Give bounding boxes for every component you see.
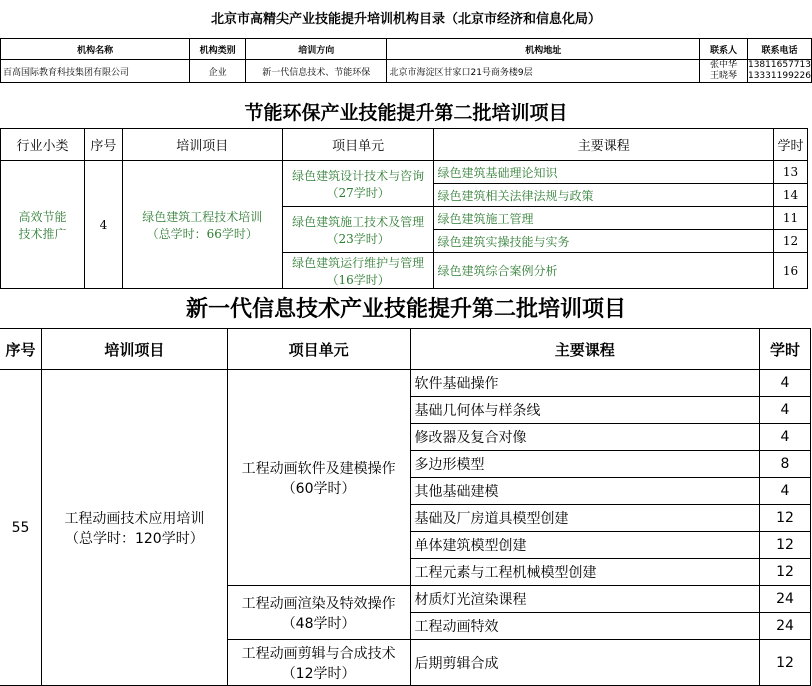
document-title: 北京市高精尖产业技能提升培训机构目录（北京市经济和信息化局） (210, 12, 601, 27)
unit-hours: （16学时） (326, 272, 390, 287)
unit-hours: （27学时） (326, 185, 390, 200)
unit-name: 工程动画剪辑与合成技术 (241, 645, 396, 662)
header-hours: 学时 (774, 129, 808, 161)
org-info-table (0, 38, 812, 83)
org-table-header (1, 39, 812, 60)
header-org-name: 机构名称 (1, 39, 190, 60)
unit-cell (227, 586, 410, 640)
table-row (1, 161, 808, 184)
course-name: 工程元素与工程机械模型创建 (410, 559, 760, 586)
course-name: 材质灯光渲染课程 (410, 586, 760, 613)
course-name: 基础及厂房道具模型创建 (410, 505, 760, 532)
course-hours: 14 (774, 184, 808, 207)
course-name: 其他基础建模 (410, 478, 760, 505)
course-hours: 24 (760, 586, 811, 613)
unit-name: 绿色建筑施工技术及管理 (292, 214, 425, 229)
project-name: 绿色建筑工程技术培训 (142, 209, 263, 224)
course-name: 工程动画特效 (410, 613, 760, 640)
course-name: 多边形模型 (410, 451, 760, 478)
course-name: 单体建筑模型创建 (410, 532, 760, 559)
contact-name: 王晓琴 (710, 71, 738, 81)
course-name: 软件基础操作 (410, 370, 760, 397)
seq-cell: 55 (0, 370, 41, 686)
course-name: 基础几何体与样条线 (410, 397, 760, 424)
unit-name: 工程动画软件及建模操作 (241, 460, 396, 477)
industry-cell: 高效节能技术推广 (1, 161, 85, 289)
header-unit: 项目单元 (227, 329, 410, 370)
unit-hours: （60学时） (281, 480, 356, 497)
project-hours: （总学时：66学时） (146, 226, 258, 241)
section1-table (0, 128, 808, 289)
header-phone: 联系电话 (747, 39, 811, 60)
section2-table (0, 328, 811, 686)
course-name: 绿色建筑综合案例分析 (434, 253, 774, 289)
header-org-address: 机构地址 (387, 39, 700, 60)
course-hours: 12 (760, 640, 811, 686)
course-hours: 4 (760, 397, 811, 424)
course-hours: 4 (760, 478, 811, 505)
unit-hours: （23学时） (326, 231, 390, 246)
project-name: 工程动画技术应用培训 (64, 510, 205, 527)
header-industry: 行业小类 (1, 129, 85, 161)
contact-phone: 13331199226 (747, 71, 811, 81)
course-hours: 24 (760, 613, 811, 640)
org-row (1, 60, 812, 83)
course-name: 后期剪辑合成 (410, 640, 760, 686)
course-name: 绿色建筑施工管理 (434, 207, 774, 230)
section1-header (1, 129, 808, 161)
course-hours: 4 (760, 370, 811, 397)
table-row (0, 370, 811, 397)
project-hours: （总学时：120学时） (64, 530, 204, 547)
contact-phone: 13811657713 (747, 60, 811, 70)
org-name: 百高国际教育科技集团有限公司 (1, 60, 190, 83)
unit-cell (282, 253, 434, 289)
header-hours: 学时 (760, 329, 811, 370)
header-contact: 联系人 (700, 39, 748, 60)
course-hours: 12 (774, 230, 808, 253)
header-project: 培训项目 (41, 329, 227, 370)
unit-name: 绿色建筑设计技术与咨询 (292, 168, 425, 183)
header-seq: 序号 (84, 129, 122, 161)
unit-name: 工程动画渲染及特效操作 (241, 595, 396, 612)
course-hours: 11 (774, 207, 808, 230)
unit-hours: （48学时） (281, 615, 356, 632)
section2-header (0, 329, 811, 370)
section1-title: 节能环保产业技能提升第二批培训项目 (244, 102, 568, 124)
org-direction: 新一代信息技术、节能环保 (246, 60, 387, 83)
org-phones (747, 60, 811, 83)
unit-cell (227, 640, 410, 686)
course-hours: 12 (760, 559, 811, 586)
seq-cell: 4 (84, 161, 122, 289)
unit-cell (227, 370, 410, 586)
course-hours: 12 (760, 505, 811, 532)
header-seq: 序号 (0, 329, 41, 370)
contact-name: 张中华 (710, 60, 738, 70)
unit-name: 绿色建筑运行维护与管理 (292, 255, 425, 270)
course-name: 修改器及复合对像 (410, 424, 760, 451)
header-training-direction: 培训方向 (246, 39, 387, 60)
org-contacts (700, 60, 748, 83)
course-hours: 13 (774, 161, 808, 184)
course-hours: 16 (774, 253, 808, 289)
org-address: 北京市海淀区甘家口21号商务楼9层 (387, 60, 700, 83)
project-cell (41, 370, 227, 686)
header-project: 培训项目 (122, 129, 282, 161)
course-name: 绿色建筑基础理论知识 (434, 161, 774, 184)
course-hours: 8 (760, 451, 811, 478)
org-category: 企业 (190, 60, 246, 83)
course-name: 绿色建筑相关法律法规与政策 (434, 184, 774, 207)
section2-title: 新一代信息技术产业技能提升第二批培训项目 (185, 297, 626, 322)
course-hours: 12 (760, 532, 811, 559)
unit-hours: （12学时） (281, 665, 356, 682)
unit-cell (282, 161, 434, 207)
header-course: 主要课程 (434, 129, 774, 161)
header-org-category: 机构类别 (190, 39, 246, 60)
course-hours: 4 (760, 424, 811, 451)
project-cell (122, 161, 282, 289)
unit-cell (282, 207, 434, 253)
course-name: 绿色建筑实操技能与实务 (434, 230, 774, 253)
header-course: 主要课程 (410, 329, 760, 370)
header-unit: 项目单元 (282, 129, 434, 161)
